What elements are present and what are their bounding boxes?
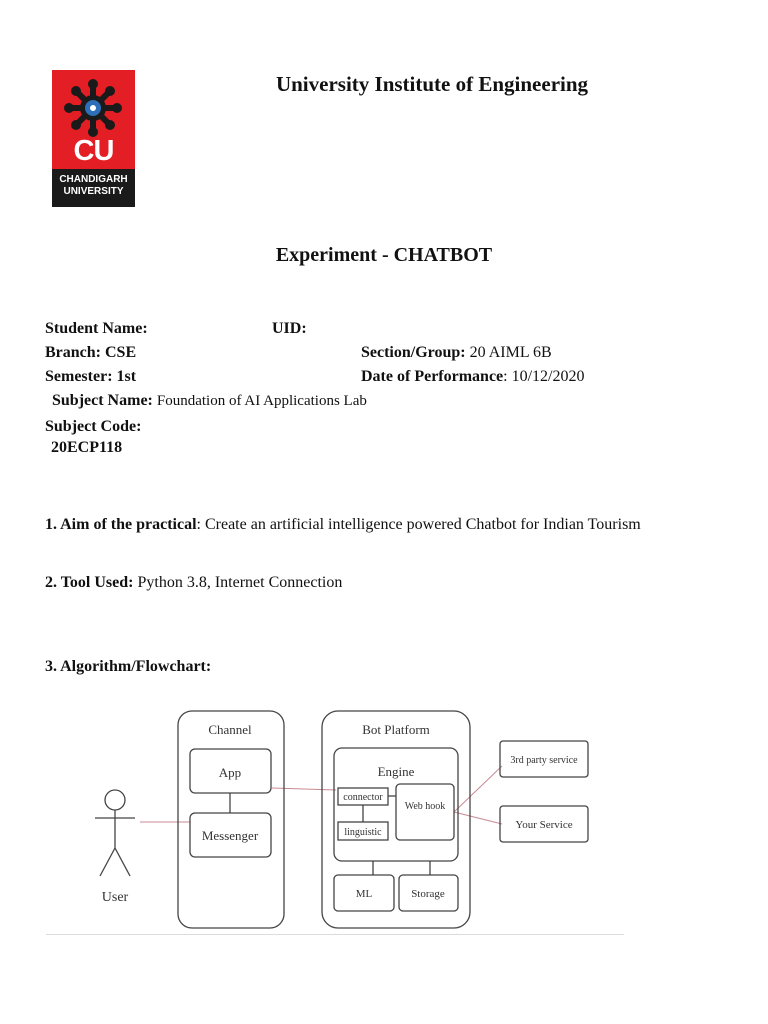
messenger-label: Messenger (201, 828, 259, 843)
logo-university-name (52, 169, 135, 207)
chatbot-architecture-diagram (44, 700, 624, 936)
channel-title: Channel (208, 722, 252, 737)
institute-title: University Institute of Engineering (275, 72, 589, 96)
storage-label: Storage (411, 888, 445, 900)
branch-label: Branch: (45, 344, 101, 361)
subject-name-value: Foundation of AI Applications Lab (156, 393, 367, 409)
user-label: User (101, 890, 129, 905)
semester-label: Semester: (45, 368, 113, 385)
connector-label: connector (343, 792, 383, 803)
aim-text: : Create an artificial intelligence powered Chatbot for Indian Tourism (196, 516, 641, 533)
user-figure-icon (95, 790, 135, 876)
logo-line-2: UNIVERSITY (63, 186, 124, 197)
webhook-to-yourservice-line (454, 812, 502, 824)
divider (46, 934, 624, 935)
ml-label: ML (355, 888, 373, 900)
tool-label: 2. Tool Used: (45, 574, 134, 591)
app-to-connector-line (272, 788, 336, 790)
subject-name-row (52, 391, 367, 411)
uid-label: UID: (272, 320, 307, 337)
webhook-label: Web hook (404, 801, 446, 812)
logo-line-1: CHANDIGARH (59, 174, 128, 185)
aim-paragraph (45, 516, 641, 534)
section-row (361, 343, 552, 363)
subject-code-label: Subject Code: (45, 418, 142, 435)
your-service-label: Your Service (515, 819, 573, 831)
uid-row (272, 319, 307, 339)
branch-value: CSE (105, 344, 137, 361)
third-party-service-label: 3rd party service (510, 755, 578, 766)
date-row (361, 367, 585, 387)
bot-platform-title: Bot Platform (362, 722, 430, 737)
linguistic-label: linguistic (344, 827, 382, 838)
tool-paragraph (45, 574, 342, 592)
date-label: Date of Performance (361, 368, 504, 385)
semester-value: 1st (116, 368, 137, 385)
webhook-to-thirdparty-line (454, 766, 502, 812)
aim-label: 1. Aim of the practical (45, 516, 197, 533)
tool-text: Python 3.8, Internet Connection (137, 574, 343, 591)
student-name-label: Student Name: (45, 320, 148, 337)
section-label: Section/Group: (361, 344, 466, 361)
student-name-row (45, 319, 148, 339)
subject-name-label: Subject Name: (52, 392, 153, 409)
section-value: 20 AIML 6B (469, 344, 552, 361)
engine-label: Engine (377, 764, 415, 779)
algorithm-heading: 3. Algorithm/Flowchart: (45, 658, 212, 675)
date-value: : 10/12/2020 (503, 368, 585, 385)
subject-code-value: 20ECP118 (51, 439, 123, 456)
logo-cu-text: CU (73, 135, 114, 167)
app-label: App (218, 765, 242, 780)
semester-row (45, 367, 136, 387)
channel-box (178, 711, 284, 928)
branch-row (45, 343, 136, 363)
webhook-box (396, 784, 454, 840)
experiment-title: Experiment - CHATBOT (275, 244, 493, 266)
